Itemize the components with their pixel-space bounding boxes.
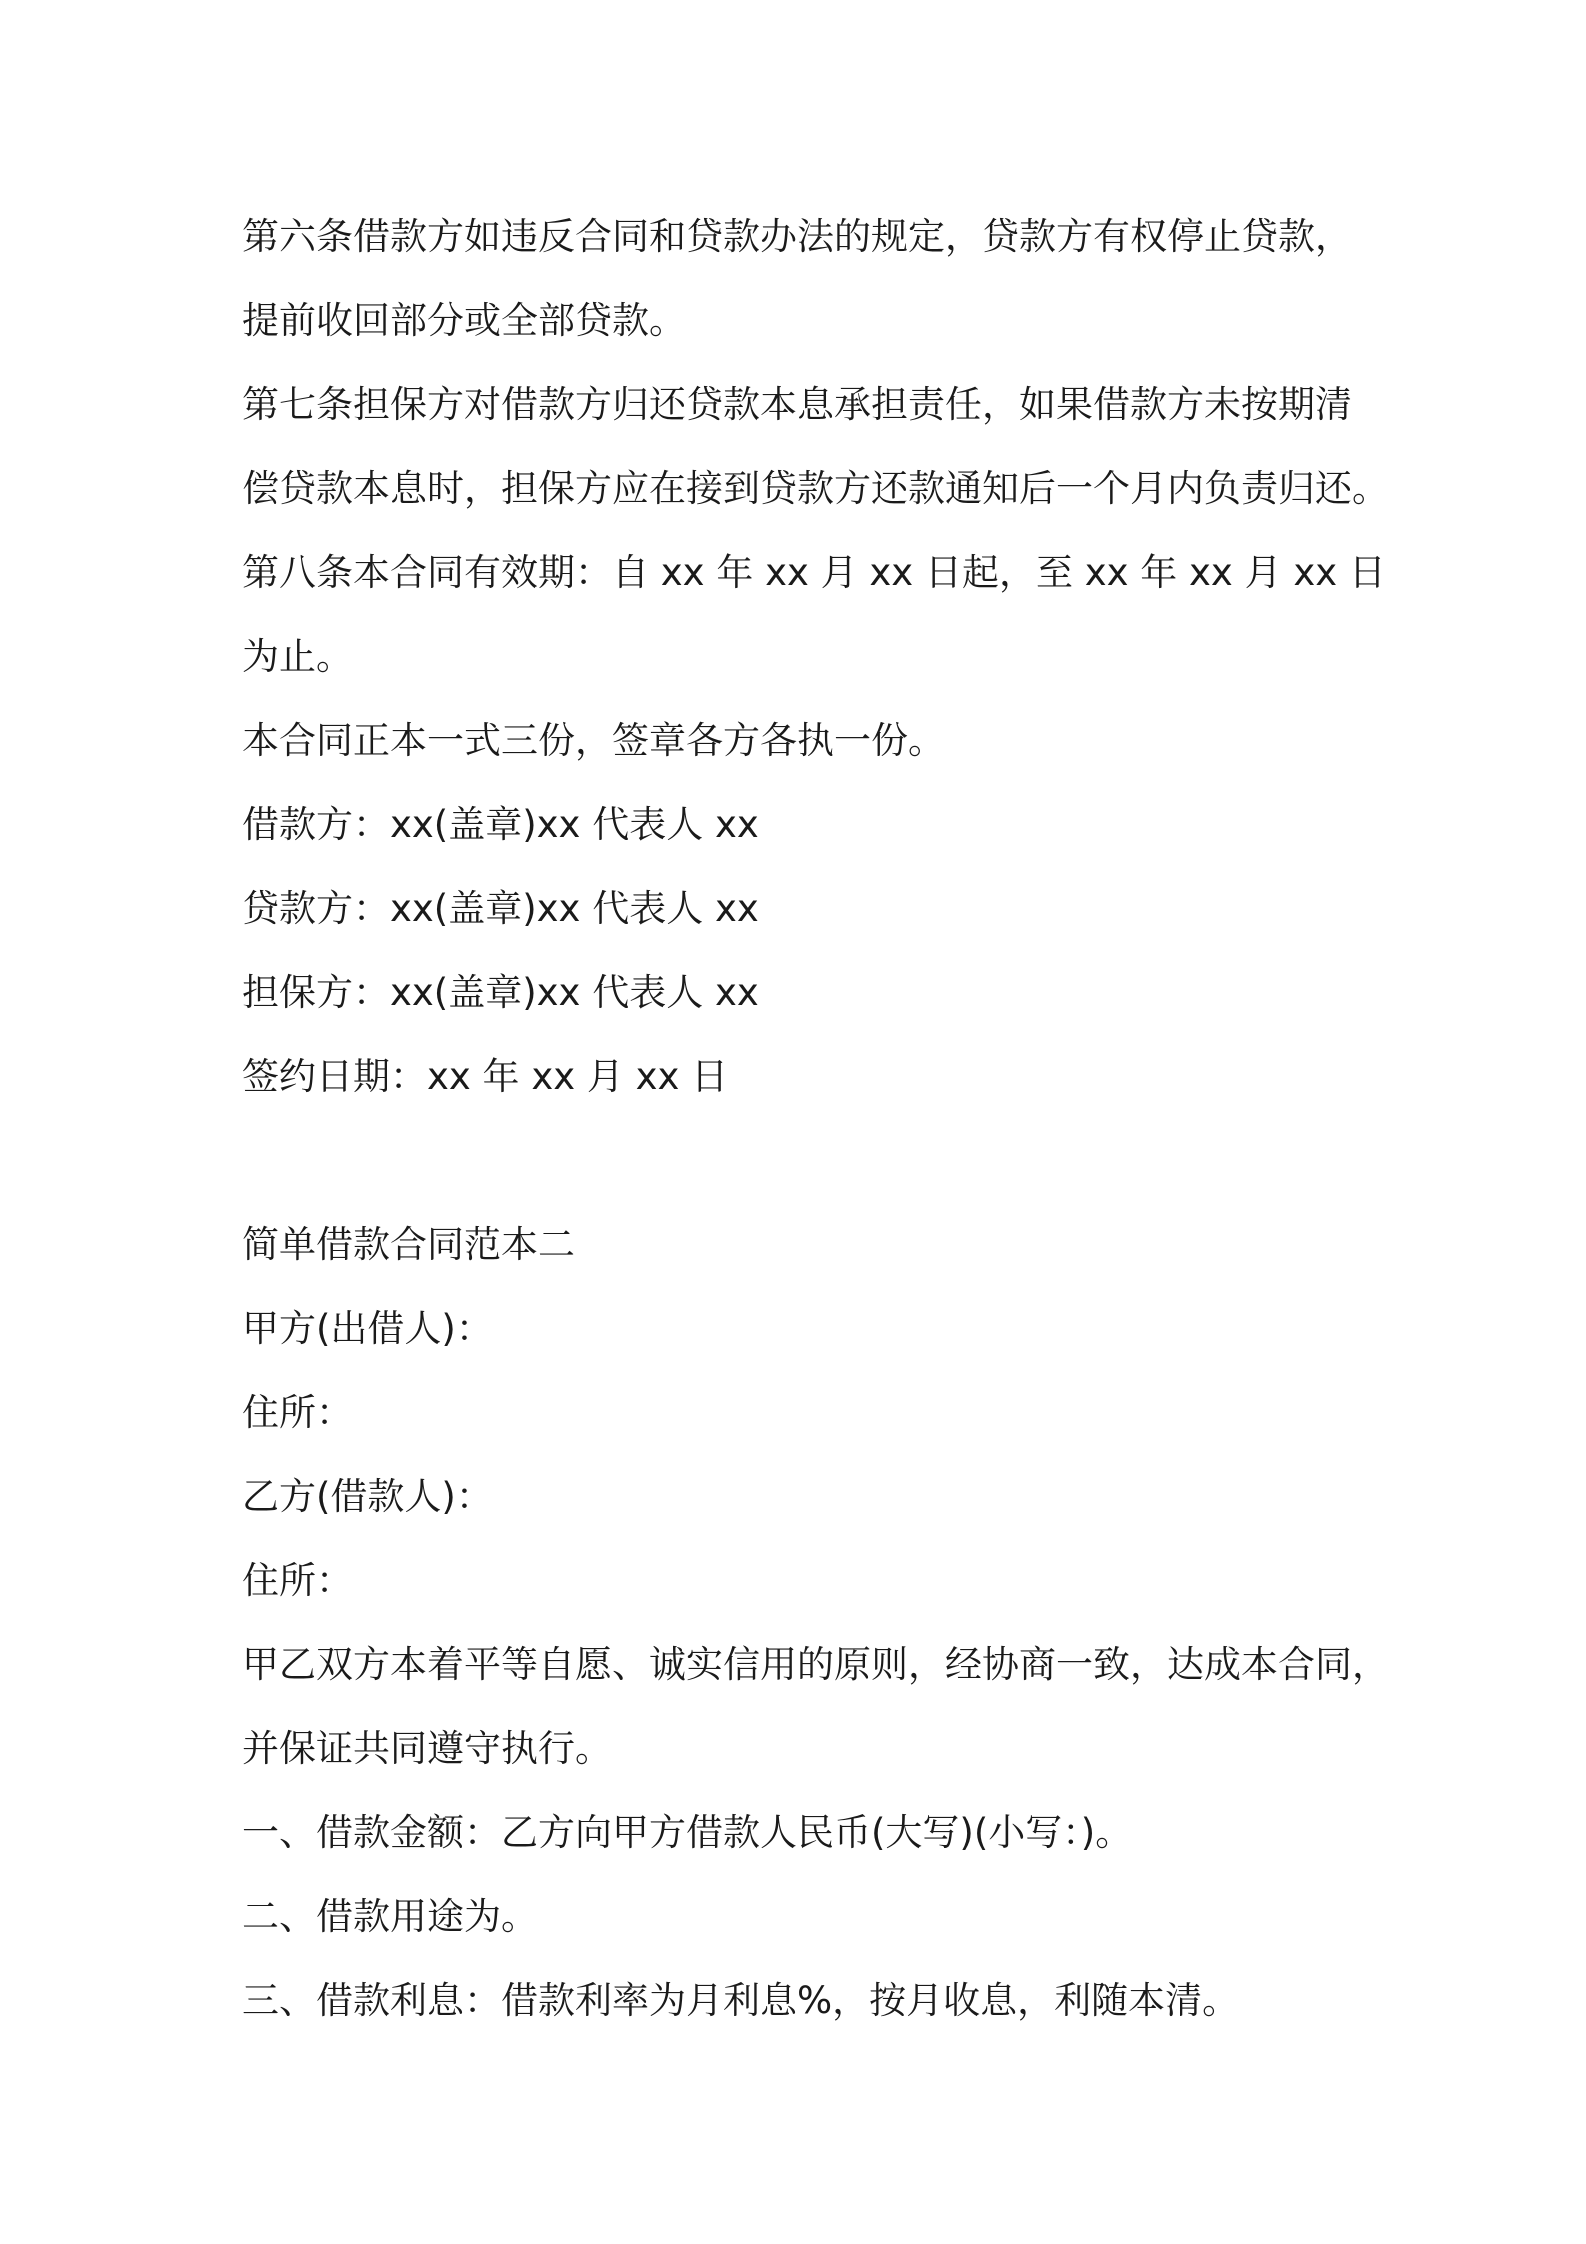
signing-date-line: 签约日期：xx 年 xx 月 xx 日 (242, 1055, 729, 1098)
text-line-copies: 本合同正本一式三份，签章各方各执一份。 (242, 719, 945, 762)
text-line-article-7: 第七条担保方对借款方归还贷款本息承担责任，如果借款方未按期清 (242, 383, 1352, 426)
document-body (242, 195, 1392, 2043)
text-line: 提前收回部分或全部贷款。 (242, 299, 686, 342)
lender-signature-line: 贷款方：xx(盖章)xx 代表人 xx (242, 887, 759, 930)
preamble-line: 甲乙双方本着平等自愿、诚实信用的原则，经协商一致，达成本合同， (242, 1643, 1389, 1686)
clause-loan-amount: 一、借款金额：乙方向甲方借款人民币(大写)(小写：)。 (242, 1811, 1133, 1854)
section-spacer (242, 1119, 1392, 1203)
party-b-address-line: 住所： (242, 1559, 353, 1602)
text-line-article-8: 第八条本合同有效期：自 xx 年 xx 月 xx 日起，至 xx 年 xx 月 xx 日 (242, 551, 1386, 594)
text-line: 并保证共同遵守执行。 (242, 1727, 612, 1770)
party-a-line: 甲方(出借人)： (242, 1307, 493, 1350)
clause-loan-purpose: 二、借款用途为。 (242, 1895, 538, 1938)
guarantor-signature-line: 担保方：xx(盖章)xx 代表人 xx (242, 971, 759, 1014)
text-line: 偿贷款本息时，担保方应在接到贷款方还款通知后一个月内负责归还。 (242, 467, 1389, 510)
party-a-address-line: 住所： (242, 1391, 353, 1434)
borrower-signature-line: 借款方：xx(盖章)xx 代表人 xx (242, 803, 759, 846)
section-title: 简单借款合同范本二 (242, 1223, 575, 1266)
text-line: 为止。 (242, 635, 353, 678)
clause-loan-interest: 三、借款利息：借款利率为月利息%，按月收息，利随本清。 (242, 1979, 1240, 2022)
text-line-article-6: 第六条借款方如违反合同和贷款办法的规定，贷款方有权停止贷款， (242, 215, 1352, 258)
party-b-line: 乙方(借款人)： (242, 1475, 493, 1518)
